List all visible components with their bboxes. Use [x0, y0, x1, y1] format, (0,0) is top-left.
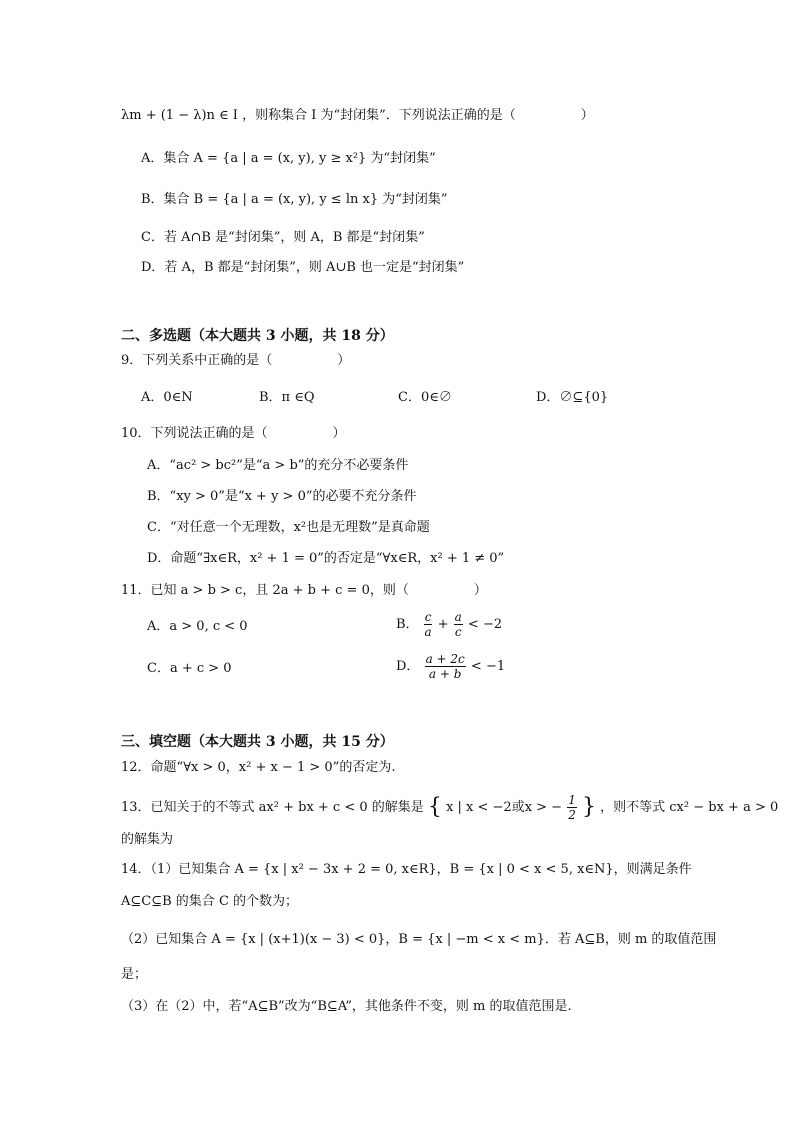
fraction-a2c-over-ab [425, 652, 466, 681]
q14-part1-line2: A⊆C⊆B 的集合 C 的个数为； [121, 894, 299, 909]
q13-set-body: x | x < −2或x > − [446, 800, 563, 815]
q13-stem-a: 13．已知关于的不等式 ax² + bx + c < 0 的解集是 [121, 800, 424, 815]
q10-option-c: C．“对任意一个无理数，x²也是无理数”是真命题 [147, 520, 430, 535]
q9-option-d: D．∅⊆{0} [536, 390, 609, 405]
q11-option-b-label: B． [396, 617, 419, 632]
q11-option-b [396, 610, 502, 639]
fraction-denominator: a [424, 625, 432, 639]
fraction-numerator: a [454, 610, 462, 624]
set-brace-close: } [582, 794, 596, 820]
q10-stem: 10．下列说法正确的是（ ） [121, 426, 346, 441]
fraction-a-over-c [454, 610, 463, 639]
q11-option-d [396, 652, 505, 681]
q8-option-d: D．若 A，B 都是“封闭集”，则 A∪B 也一定是“封闭集” [141, 260, 465, 275]
q14-part2-line2: 是； [121, 967, 148, 982]
q11-option-c: C．a + c > 0 [147, 661, 232, 676]
q8-option-a: A．集合 A = {a | a = (x, y), y ≥ x²} 为“封闭集” [141, 151, 436, 166]
q14-part3: （3）在（2）中，若“A⊆B”改为“B⊆A”，其他条件不变，则 m 的取值范围是. [121, 999, 572, 1014]
q13-stem-b: ，则不等式 cx² − bx + a > 0 [600, 800, 779, 815]
fraction-denominator: c [454, 625, 462, 639]
q10-option-b: B．“xy > 0”是“x + y > 0”的必要不充分条件 [147, 489, 417, 504]
q9-option-b: B．π ∈Q [259, 390, 315, 405]
q11-stem: 11．已知 a > b > c，且 2a + b + c = 0，则（ ） [121, 583, 487, 598]
section-title-fill-in: 三、填空题（本大题共 3 小题，共 15 分） [121, 734, 394, 750]
plus-sign: + [437, 617, 449, 632]
fraction-denominator: a + b [428, 667, 462, 681]
q8-option-c: C．若 A∩B 是“封闭集”，则 A，B 都是“封闭集” [141, 230, 425, 245]
section-title-multiple-choice: 二、多选题（本大题共 3 小题，共 18 分） [121, 328, 394, 344]
q12-stem: 12．命题“∀x > 0，x² + x − 1 > 0”的否定为. [121, 760, 396, 775]
fraction-numerator: c [424, 610, 432, 624]
set-brace-open: { [427, 794, 442, 820]
q8-option-b: B．集合 B = {a | a = (x, y), y ≤ ln x} 为“封闭集” [141, 192, 448, 207]
q14-part2-line1: （2）已知集合 A = {x | (x+1)(x − 3) < 0}，B = {x | −m < x < m}．若 A⊆B，则 m 的取值范围 [121, 932, 717, 947]
q9-option-a: A．0∈N [141, 390, 193, 405]
q11-option-d-label: D． [396, 659, 420, 674]
fraction-numerator: 1 [568, 793, 576, 807]
q14-part1-line1: 14．（1）已知集合 A = {x | x² − 3x + 2 = 0, x∈R}，B = {x | 0 < x < 5, x∈N}，则满足条件 [121, 862, 692, 877]
fraction-c-over-a [424, 610, 433, 639]
q8-intro: λm + (1 − λ)n ∈ I ，则称集合 I 为“封闭集”．下列说法正确的是（ ） [121, 108, 594, 123]
q10-option-a: A．“ac² > bc²”是“a > b”的充分不必要条件 [147, 458, 409, 473]
q11-option-a: A．a > 0, c < 0 [147, 619, 248, 634]
q13-stem-line1 [121, 793, 778, 822]
q13-stem-line2: 的解集为 [121, 832, 174, 847]
q10-option-d: D．命题“∃x∈R，x² + 1 = 0”的否定是“∀x∈R，x² + 1 ≠ 0” [147, 551, 505, 566]
q9-stem: 9．下列关系中正确的是（ ） [121, 353, 351, 368]
q9-option-c: C．0∈∅ [398, 390, 452, 405]
q11-option-d-tail: < −1 [470, 659, 506, 674]
q11-option-b-tail: < −2 [467, 617, 503, 632]
fraction-numerator: a + 2c [425, 652, 465, 666]
fraction-denominator: 2 [568, 808, 576, 822]
fraction-one-half [567, 793, 577, 822]
